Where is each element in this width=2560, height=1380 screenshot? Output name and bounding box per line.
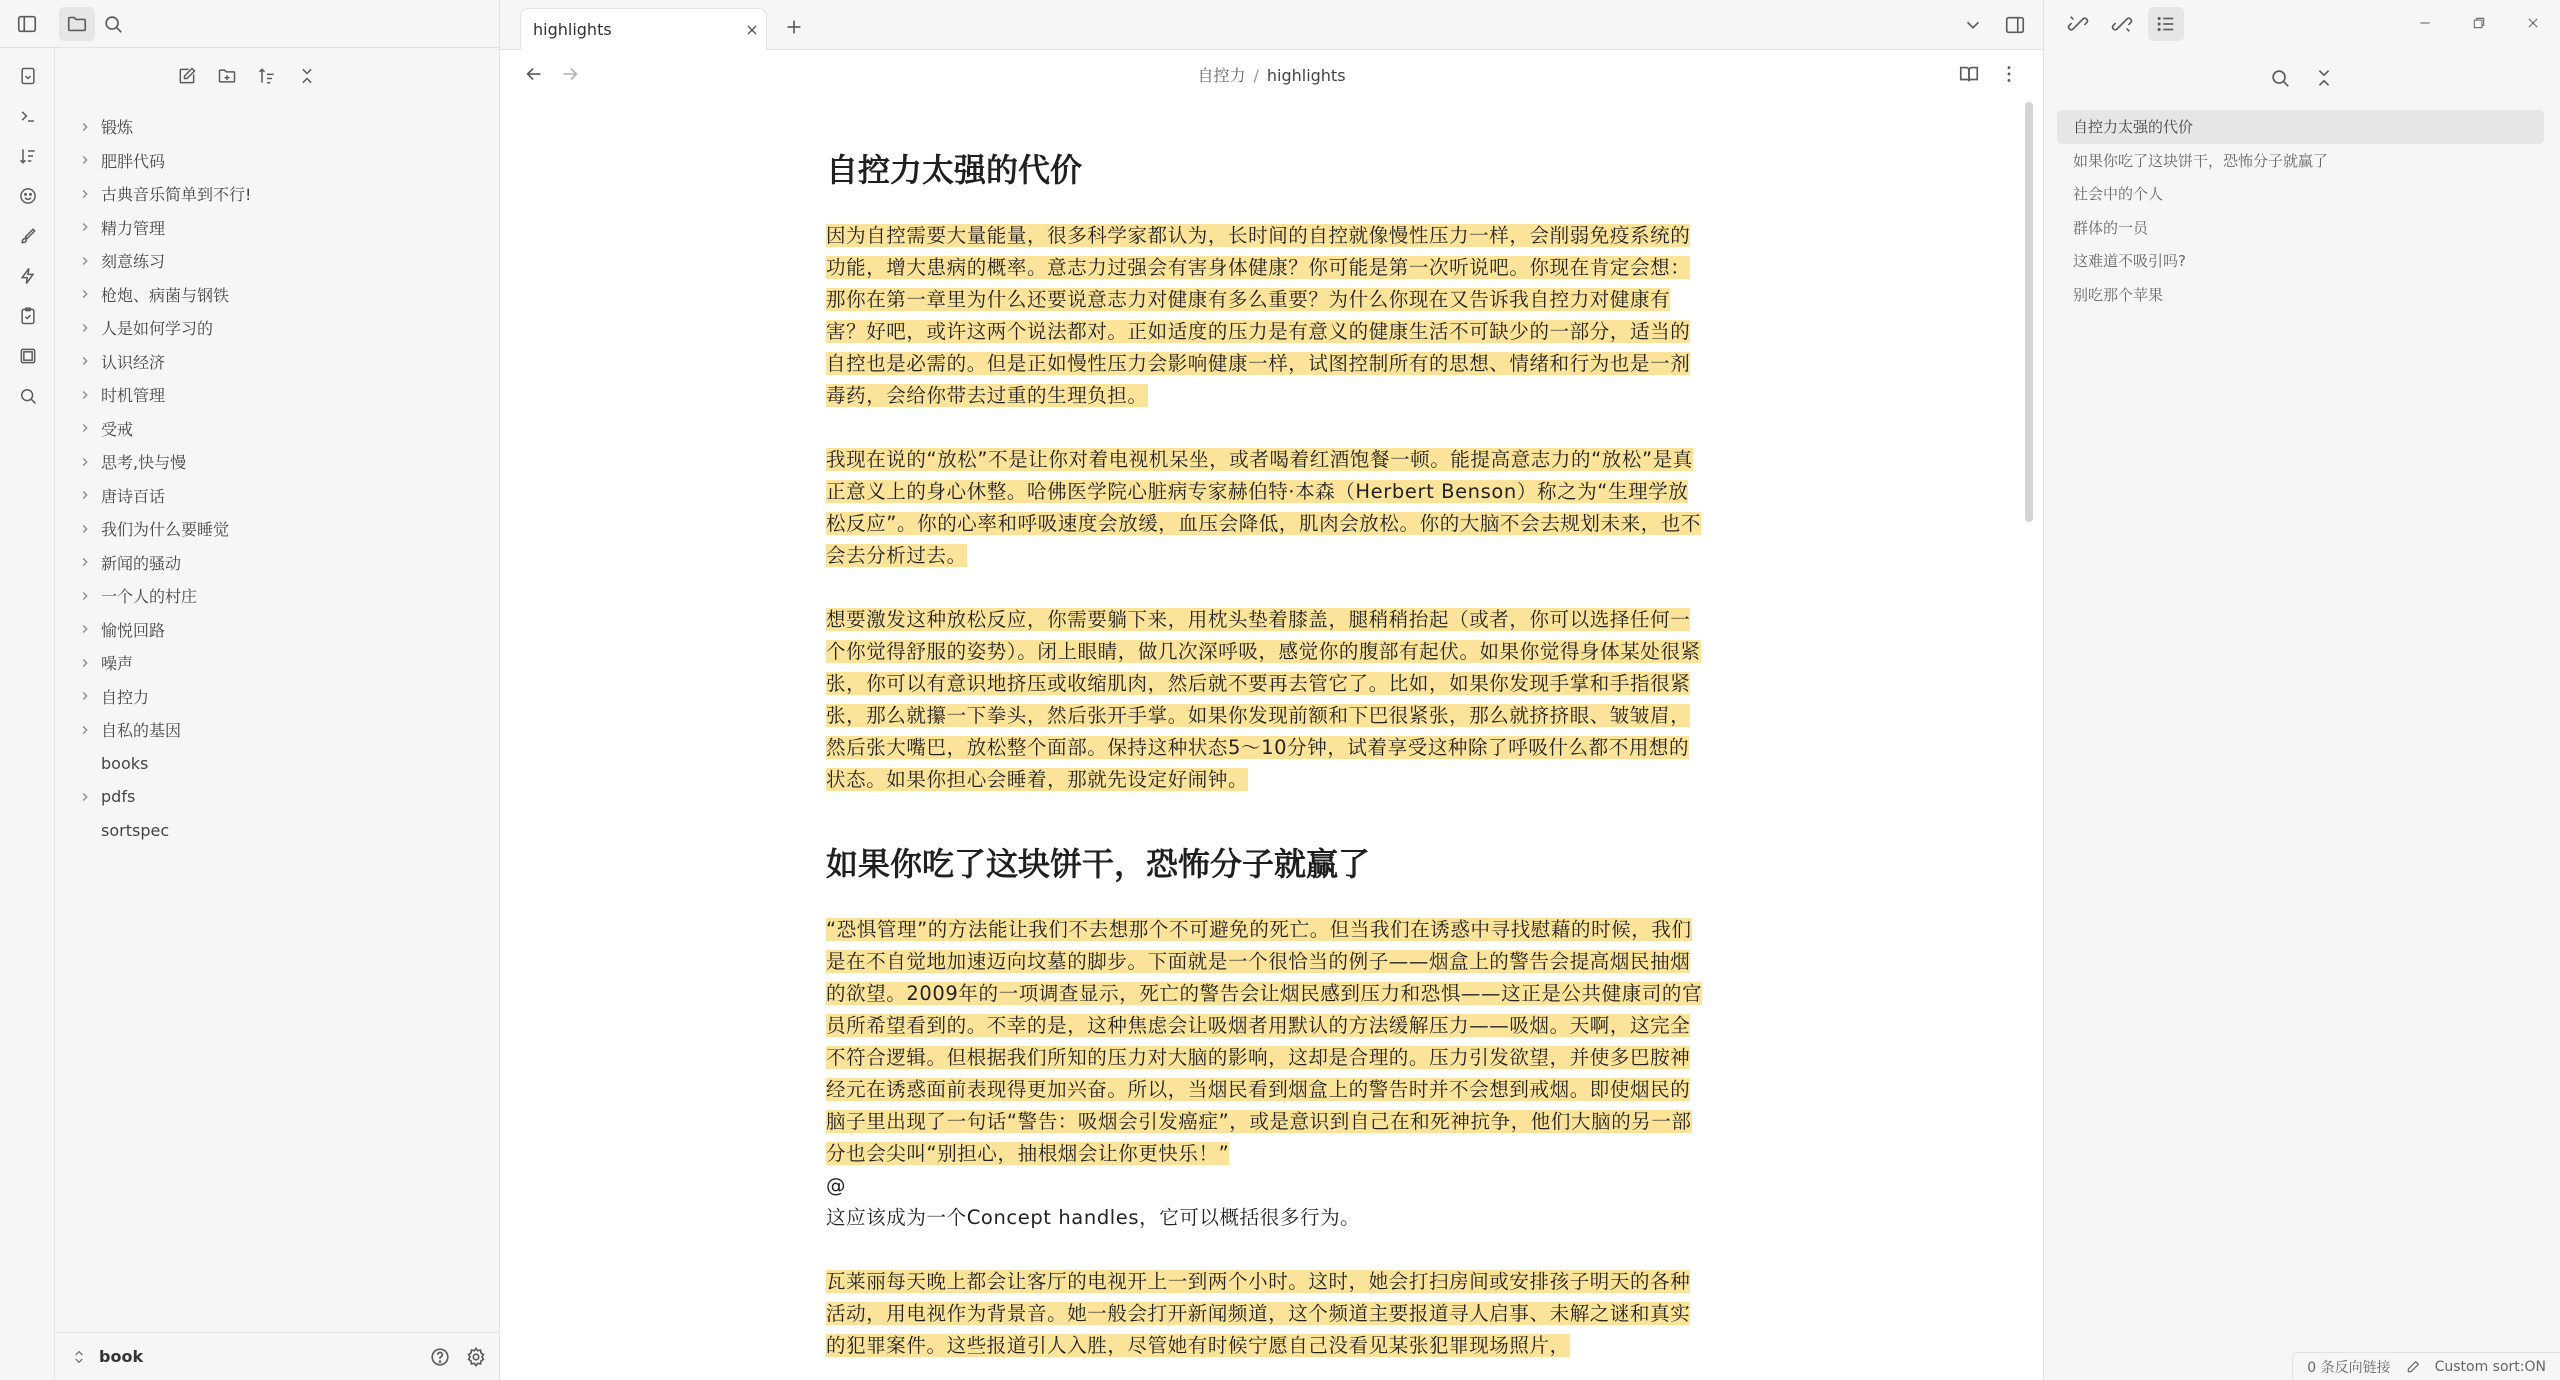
backlinks-count[interactable]: 0 条反向链接: [2307, 1359, 2391, 1376]
minimize-icon[interactable]: [2398, 0, 2452, 46]
chevron-right-icon[interactable]: [75, 418, 95, 438]
brush-icon[interactable]: [0, 216, 55, 256]
file-tree: [55, 104, 499, 847]
note-content[interactable]: [826, 150, 1706, 1380]
sort-icon[interactable]: [0, 136, 55, 176]
chevron-right-icon[interactable]: [75, 117, 95, 137]
highlight-paragraph: 瓦莱丽每天晚上都会让客厅的电视开上一到两个小时。这时，她会打扫房间或安排孩子明天的各种活动，用电视作为背景音。她一般会打开新闻频道，这个频道主要报道寻人启事、未解之谜和真实的犯罪案件。这些报道引人入胜，尽管她有时候宁愿自己没看见某张犯罪现场照片，: [826, 1270, 1691, 1357]
tree-folder[interactable]: [75, 479, 499, 513]
chevron-right-icon[interactable]: [75, 150, 95, 170]
tree-folder[interactable]: [75, 512, 499, 546]
close-icon[interactable]: [738, 16, 766, 44]
highlight-paragraph: “恐惧管理”的方法能让我们不去想那个不可避免的死亡。但当我们在诱惑中寻找慰藉的时候，我们是在不自觉地加速迈向坟墓的脚步。下面就是一个很恰当的例子——烟盒上的警告会提高烟民抽烟的欲望。2009年的一项调查显示，死亡的警告会让烟民感到压力和恐惧——这正是公共健康司的官员所希望看到的。不幸的是，这种焦虑会让吸烟者用默认的方法缓解压力——吸烟。天啊，这完全不符合逻辑。但根据我们所知的压力对大脑的影响，这却是合理的。压力引发欲望，并使多巴胺神经元在诱惑面前表现得更加兴奋。所以，当烟民看到烟盒上的警告时并不会想到戒烟。即使烟民的脑子里出现了一句话“警告：吸烟会引发癌症”，或是意识到自己在和死神抗争，他们大脑的另一部分也会尖叫“别担心，抽根烟会让你更快乐！”: [826, 918, 1703, 1165]
lightning-icon[interactable]: [0, 256, 55, 296]
close-window-icon[interactable]: [2506, 0, 2560, 46]
right-sidebar-toggle-icon[interactable]: [1997, 8, 2033, 42]
chevron-right-icon[interactable]: [75, 284, 95, 304]
outline-list: [2044, 104, 2560, 311]
highlight-paragraph: 因为自控需要大量能量，很多科学家都认为，长时间的自控就像慢性压力一样，会削弱免疫系统的功能，增大患病的概率。意志力过强会有害身体健康？你可能是第一次听说吧。你现在肯定会想：那你在第一章里为什么还要说意志力对健康有多么重要？为什么你现在又告诉我自控力对健康有害？好吧，或许这两个说法都对。正如适度的压力是有意义的健康生活不可缺少的一部分，适当的自控也是必需的。但是正如慢性压力会影响健康一样，试图控制所有的思想、情绪和行为也是一剂毒药，会给你带去过重的生理负担。: [826, 224, 1691, 407]
chevron-right-icon[interactable]: [75, 217, 95, 237]
tree-file[interactable]: [75, 814, 499, 848]
tree-folder[interactable]: [75, 211, 499, 245]
highlight-paragraph: 我现在说的“放松”不是让你对着电视机呆坐，或者喝着红酒饱餐一顿。能提高意志力的“放松”是真正意义上的身心休整。哈佛医学院心脏病专家赫伯特·本森（Herbert Benson）称之为“生理学放松反应”。你的心率和呼吸速度会放缓，血压会降低，肌肉会放松。你的大脑不会去规划未来，也不会去分析过去。: [826, 448, 1702, 567]
tree-item-label: 思考,快与慢: [101, 453, 187, 473]
custom-sort-status[interactable]: Custom sort:ON: [2434, 1358, 2546, 1375]
tree-item-label: 锻炼: [101, 118, 134, 138]
tab-title: highlights: [533, 20, 612, 39]
smiley-icon[interactable]: [0, 176, 55, 216]
outline-search-icon[interactable]: [2262, 61, 2298, 95]
collapse-all-icon[interactable]: [289, 59, 325, 93]
global-search-icon[interactable]: [0, 376, 55, 416]
outline-item[interactable]: 别吃那个苹果: [2073, 285, 2164, 304]
chevron-right-icon[interactable]: [75, 720, 95, 740]
outline-item[interactable]: 如果你吃了这块饼干，恐怖分子就赢了: [2073, 151, 2329, 170]
vault-name: book: [99, 1347, 144, 1366]
new-tab-plus-icon[interactable]: [776, 10, 812, 44]
tree-item-label: 时机管理: [101, 386, 166, 406]
tree-item-label: 愉悦回路: [101, 620, 166, 640]
vault-switcher[interactable]: [55, 1332, 500, 1380]
breadcrumb-file[interactable]: highlights: [1266, 65, 1346, 85]
sidebar-toggle-icon[interactable]: [9, 7, 45, 41]
tree-folder[interactable]: [75, 546, 499, 580]
highlight-paragraph: 想要激发这种放松反应，你需要躺下来，用枕头垫着膝盖，腿稍稍抬起（或者，你可以选择任何一个你觉得舒服的姿势）。闭上眼睛，做几次深呼吸，感觉你的腹部有起伏。如果你觉得身体某处很紧张，你可以有意识地挤压或收缩肌肉，然后就不要再去管它了。比如，如果你发现手掌和手指很紧张，那么就攥一下拳头，然后张开手掌。如果你发现前额和下巴很紧张，那么就挤挤眼、皱皱眉，然后张大嘴巴，放松整个面部。保持这种状态5～10分钟，试着享受这种除了呼吸什么都不用想的状态。如果你担心会睡着，那就先设定好闹钟。: [826, 608, 1701, 791]
terminal-icon[interactable]: [0, 96, 55, 136]
tree-folder[interactable]: [75, 780, 499, 814]
sort-order-icon[interactable]: [249, 59, 285, 93]
settings-gear-icon[interactable]: [458, 1340, 494, 1374]
status-bar: [2292, 1352, 2560, 1380]
tree-folder[interactable]: [75, 680, 499, 714]
chevron-right-icon[interactable]: [75, 351, 95, 371]
file-explorer-actions: [55, 48, 499, 104]
chevron-right-icon[interactable]: [75, 552, 95, 572]
tree-item-label: 自私的基因: [101, 721, 182, 741]
outline-item[interactable]: 自控力太强的代价: [2057, 110, 2544, 144]
outline-item[interactable]: 这难道不吸引吗?: [2073, 252, 2186, 271]
tab-bar: [500, 0, 2043, 50]
chevron-right-icon[interactable]: [75, 653, 95, 673]
chevron-right-icon[interactable]: [75, 385, 95, 405]
tree-folder[interactable]: [75, 345, 499, 379]
heading-2: 如果你吃了这块饼干，恐怖分子就赢了: [826, 845, 1371, 883]
tree-folder[interactable]: [75, 311, 499, 345]
tree-folder[interactable]: [75, 445, 499, 479]
tree-folder[interactable]: [75, 579, 499, 613]
tree-item-label: 新闻的骚动: [101, 553, 182, 573]
help-icon[interactable]: [422, 1340, 458, 1374]
tree-item-label: 自控力: [101, 687, 150, 707]
tree-folder[interactable]: [75, 713, 499, 747]
open-quick-switcher-icon[interactable]: [0, 56, 55, 96]
chevron-right-icon[interactable]: [75, 485, 95, 505]
window-controls: [2398, 0, 2560, 46]
breadcrumb-folder[interactable]: 自控力: [1197, 65, 1246, 85]
tree-folder[interactable]: [75, 278, 499, 312]
tree-item-label: 刻意练习: [101, 252, 166, 272]
chevron-right-icon[interactable]: [75, 586, 95, 606]
restore-icon[interactable]: [2452, 0, 2506, 46]
chevron-right-icon[interactable]: [75, 184, 95, 204]
slides-icon[interactable]: [0, 336, 55, 376]
file-explorer: [55, 48, 500, 1380]
ribbon: [0, 48, 55, 1380]
tree-folder[interactable]: [75, 378, 499, 412]
chevron-up-down-icon: [71, 1349, 87, 1365]
outline-item[interactable]: 群体的一员: [2073, 218, 2149, 237]
new-note-icon[interactable]: [169, 59, 205, 93]
right-sidebar: [2043, 0, 2560, 1380]
chevron-right-icon[interactable]: [75, 452, 95, 472]
tree-item-label: 古典音乐简单到不行!: [101, 185, 252, 205]
heading-1: 自控力太强的代价: [826, 151, 1083, 189]
tree-item-label: pdfs: [101, 787, 136, 807]
at-symbol-line: @: [826, 1174, 847, 1197]
chevron-right-icon[interactable]: [75, 787, 95, 807]
outline-actions: [2044, 48, 2560, 104]
tree-file[interactable]: [75, 747, 499, 781]
chevron-right-icon[interactable]: [75, 318, 95, 338]
outline-item[interactable]: 社会中的个人: [2073, 185, 2164, 204]
clipboard-icon[interactable]: [0, 296, 55, 336]
breadcrumb-separator: /: [1253, 65, 1259, 85]
tree-folder[interactable]: [75, 110, 499, 144]
tree-folder[interactable]: [75, 613, 499, 647]
tree-folder[interactable]: [75, 646, 499, 680]
chevron-right-icon[interactable]: [75, 519, 95, 539]
file-explorer-icon[interactable]: [59, 7, 95, 41]
tree-item-label: 枪炮、病菌与钢铁: [101, 285, 230, 305]
editor-scrollbar[interactable]: [2025, 102, 2033, 522]
chevron-right-icon[interactable]: [75, 619, 95, 639]
tree-folder[interactable]: [75, 244, 499, 278]
search-icon[interactable]: [95, 7, 131, 41]
tree-item-label: 受戒: [101, 419, 134, 439]
tree-item-label: 一个人的村庄: [101, 587, 198, 607]
editor-pane: [500, 50, 2043, 1380]
tree-item-label: 精力管理: [101, 218, 166, 238]
view-header: [500, 50, 2043, 98]
tree-item-label: 认识经济: [101, 352, 166, 372]
tree-folder[interactable]: [75, 144, 499, 178]
new-folder-icon[interactable]: [209, 59, 245, 93]
outline-list-icon[interactable]: [2148, 7, 2184, 41]
outgoing-links-icon[interactable]: [2104, 7, 2140, 41]
left-top-bar: [0, 0, 500, 48]
breadcrumb: [500, 63, 2043, 86]
chevron-right-icon[interactable]: [75, 251, 95, 271]
note-line: 这应该成为一个Concept handles，它可以概括很多行为。: [826, 1206, 1361, 1229]
backlinks-icon[interactable]: [2060, 7, 2096, 41]
pencil-icon[interactable]: [2405, 1359, 2421, 1375]
tree-item-label: sortspec: [101, 820, 170, 840]
tree-item-label: 肥胖代码: [101, 151, 166, 171]
tree-folder[interactable]: [75, 177, 499, 211]
tab-highlights[interactable]: [520, 8, 767, 50]
tree-folder[interactable]: [75, 412, 499, 446]
tree-item-label: 噪声: [101, 654, 134, 674]
tree-item-label: books: [101, 753, 149, 773]
tree-item-label: 我们为什么要睡觉: [101, 520, 230, 540]
tree-item-label: 人是如何学习的: [101, 319, 214, 339]
outline-collapse-icon[interactable]: [2306, 61, 2342, 95]
chevron-down-icon[interactable]: [1955, 8, 1991, 42]
tree-item-label: 唐诗百话: [101, 486, 166, 506]
chevron-right-icon[interactable]: [75, 686, 95, 706]
